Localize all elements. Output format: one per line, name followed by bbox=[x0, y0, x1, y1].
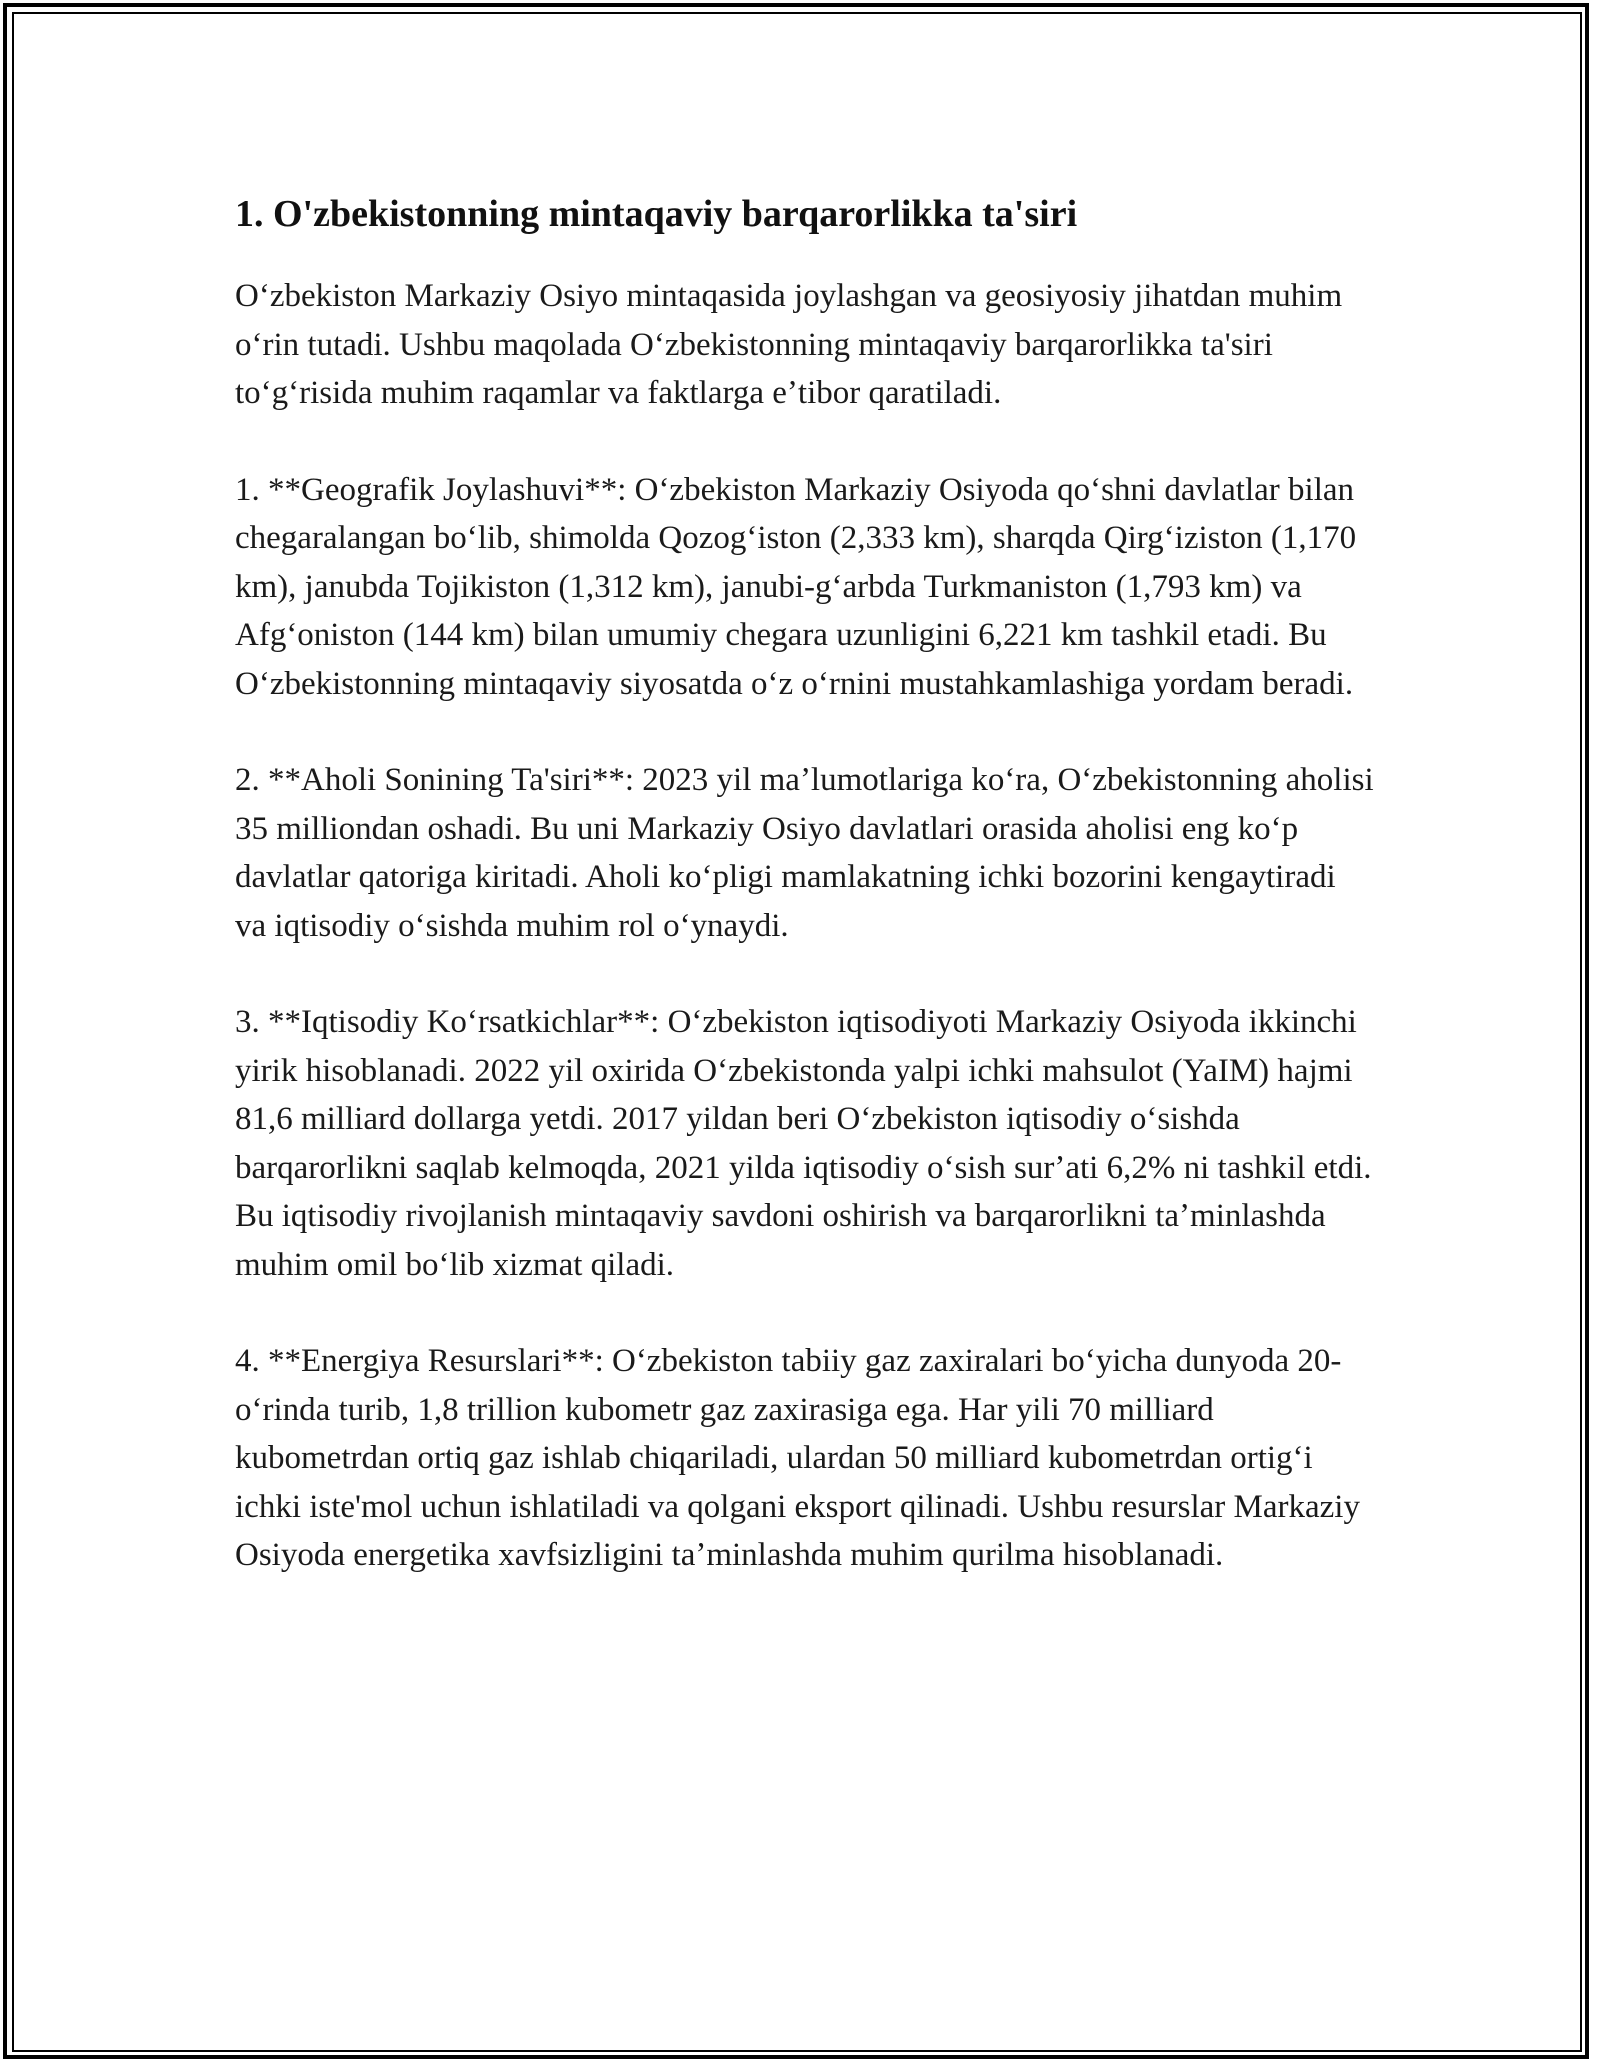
page-title: 1. O'zbekistonning mintaqaviy barqarorlikka ta'siri bbox=[235, 193, 1078, 235]
paragraph-energy: 4. **Energiya Resurslari**: Oʻzbekiston tabiiy gaz zaxiralari boʻyicha dunyoda 20-oʻrinda turib, 1,8 trillion kubometr gaz zaxirasiga ega. Har yili 70 milliard kubometrdan ortiq gaz ishlab chiqariladi, ulardan 50 milliard kubometrdan ortigʻi ichki iste'mol uchun ishlatiladi va qolgani eksport qilinadi. Ushbu resurslar Markaziy Osiyoda energetika xavfsizligini taʼminlashda muhim qurilma hisoblanadi. bbox=[235, 1343, 1360, 1573]
paragraph-geography: 1. **Geografik Joylashuvi**: Oʻzbekiston Markaziy Osiyoda qoʻshni davlatlar bilan chegaralangan boʻlib, shimolda Qozogʻiston (2,333 km), sharqda Qirgʻiziston (1,170 km), janubda Tojikiston (1,312 km), janubi-gʻarbda Turkmaniston (1,793 km) va Afgʻoniston (144 km) bilan umumiy chegara uzunligini 6,221 km tashkil etadi. Bu Oʻzbekistonning mintaqaviy siyosatda oʻz oʻrnini mustahkamlashiga yordam beradi. bbox=[235, 471, 1357, 702]
paragraph-economy: 3. **Iqtisodiy Koʻrsatkichlar**: Oʻzbekiston iqtisodiyoti Markaziy Osiyoda ikkinchi yirik hisoblanadi. 2022 yil oxirida Oʻzbekistonda yalpi ichki mahsulot (YaIM) hajmi 81,6 milliard dollarga yetdi. 2017 yildan beri Oʻzbekiston iqtisodiy oʻsishda barqarorlikni saqlab kelmoqda, 2021 yilda iqtisodiy oʻsish surʼati 6,2% ni tashkil etdi. Bu iqtisodiy rivojlanish mintaqaviy savdoni oshirish va barqarorlikni taʼminlashda muhim omil boʻlib xizmat qiladi. bbox=[235, 1004, 1372, 1283]
intro-paragraph: Oʻzbekiston Markaziy Osiyo mintaqasida joylashgan va geosiyosiy jihatdan muhim oʻrin tutadi. Ushbu maqolada Oʻzbekistonning mintaqaviy barqarorlikka ta'siri toʻgʻrisida muhim raqamlar va faktlarga eʼtibor qaratiladi. bbox=[235, 278, 1343, 411]
document-body bbox=[235, 188, 1375, 1628]
paragraph-population: 2. **Aholi Sonining Ta'siri**: 2023 yil maʼlumotlariga koʻra, Oʻzbekistonning aholisi 35 milliondan oshadi. Bu uni Markaziy Osiyo davlatlari orasida aholisi eng koʻp davlatlar qatoriga kiritadi. Aholi koʻpligi mamlakatning ichki bozorini kengaytiradi va iqtisodiy oʻsishda muhim rol oʻynaydi. bbox=[235, 762, 1374, 944]
